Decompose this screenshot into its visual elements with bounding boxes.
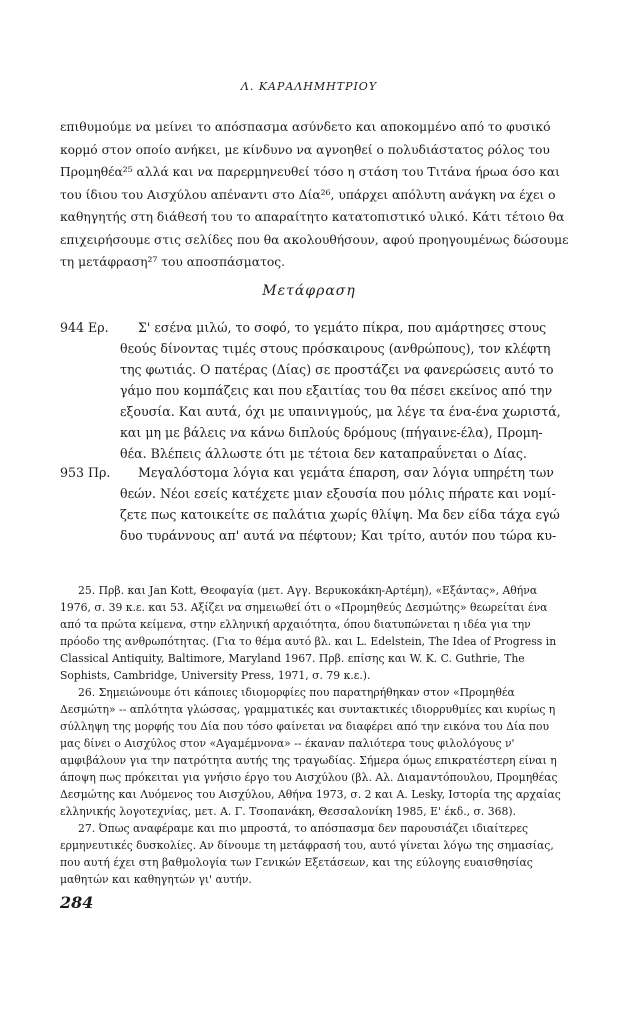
verse-block: [60, 462, 580, 546]
footnote-line: Δεσμώτης και Λυόμενος του Αισχύλου, Αθήνα 1973, σ. 2 και A. Lesky, Ιστορία της αρχαίας: [60, 788, 561, 801]
footnote-line: Classical Antiquity, Baltimore, Maryland 1967. Πρβ. επίσης και W. K. C. Guthrie, The: [60, 652, 525, 665]
footnote-line: 27. Όπως αναφέραμε και πιο μπροστά, το απόσπασμα δεν παρουσιάζει ιδιαίτερες: [78, 822, 529, 835]
intro-line: του ίδιου του Αισχύλου απέναντι στο Δία²⁶, υπάρχει απόλυτη ανάγκη να έχει ο: [60, 187, 556, 202]
footnote-line: σύλληψη της μορφής του Δία που τόσο φαίνεται να διαφέρει από την εικόνα του Δία που: [60, 720, 550, 733]
footnote-line: αμφιβάλουν για την πατρότητα αυτής της τραγωδίας. Σήμερα όμως επικρατέστερη είναι η: [60, 754, 557, 767]
verse-line: γάμο που κομπάζεις και που εξαιτίας του θα πέσει εκείνος από την: [120, 383, 553, 398]
footnote-line: 1976, σ. 39 κ.ε. και 53. Αξίζει να σημειωθεί ότι ο «Προμηθεύς Δεσμώτης» θεωρείται ένα: [60, 601, 548, 614]
page-number: 284: [60, 893, 94, 912]
verse-line: της φωτιάς. Ο πατέρας (Δίας) σε προστάζει να φανερώσεις αυτό το: [120, 362, 554, 377]
running-header: Λ. ΚΑΡΑΛΗΜΗΤΡΙΟΥ: [240, 80, 378, 93]
intro-line: κορμό στον οποίο ανήκει, με κίνδυνο να αγνοηθεί ο πολυδιάστατος ρόλος του: [60, 142, 550, 157]
footnote-line: άποψη πως πρόκειται για γνήσιο έργο του Αισχύλου (βλ. Αλ. Διαμαντόπουλου, Προμηθέας: [60, 771, 558, 784]
verse-line: εξουσία. Και αυτά, όχι με υπαινιγμούς, μα λέγε τα ένα-ένα χωριστά,: [120, 404, 561, 419]
intro-line: επιθυμούμε να μείνει το απόσπασμα ασύνδετο και αποκομμένο από το φυσικό: [60, 120, 551, 134]
footnote-line: ελληνικής λογοτεχνίας, μετ. Α. Γ. Τσοπανάκη, Θεσσαλονίκη 1985, Ε' έκδ., σ. 368).: [60, 805, 517, 818]
section-title: Μετάφραση: [262, 283, 356, 299]
intro-paragraph: [60, 116, 580, 274]
footnote-line: Sophists, Cambridge, University Press, 1971, σ. 79 κ.ε.).: [60, 669, 371, 682]
verse-line: και μη με βάλεις να κάνω διπλούς δρόμους (πήγαινε-έλα), Προμη-: [120, 425, 543, 440]
intro-line: Προμηθέα²⁵ αλλά και να παρερμηνευθεί τόσο η στάση του Τιτάνα ήρωα όσο και: [60, 165, 560, 179]
footnote-line: μαθητών και καθηγητών γι' αυτήν.: [60, 873, 252, 886]
footnote-line: 25. Πρβ. και Jan Kott, Θεοφαγία (μετ. Αγγ. Βερυκοκάκη-Αρτέμη), «Εξάντας», Αθήνα: [78, 584, 538, 597]
footnote: [60, 820, 580, 888]
footnote-line: 26. Σημειώνουμε ότι κάποιες ιδιομορφίες που παρατηρήθηκαν στον «Προμηθέα: [78, 686, 515, 699]
verse-line: θέα. Βλέπεις άλλωστε ότι με τέτοια δεν καταπραΰνεται ο Δίας.: [120, 446, 527, 461]
intro-line: καθηγητής στη διάθεσή του το απαραίτητο κατατοπιστικό υλικό. Κάτι τέτοιο θα: [60, 210, 565, 224]
footnote-line: μας δίνει ο Αισχύλος στον «Αγαμέμνονα» -- έκαναν παλιότερα τους φιλολόγους ν': [60, 737, 515, 750]
verse-block: [60, 317, 580, 464]
verse-line: Μεγαλόστομα λόγια και γεμάτα έπαρση, σαν λόγια υπηρέτη των: [138, 465, 554, 480]
footnote-line: που αυτή έχει στη βαθμολογία των Γενικών Εξετάσεων, και της εύλογης ευαισθησίας: [60, 856, 533, 869]
footnote-line: ερμηνευτικές δυσκολίες. Αν δίνουμε τη μετάφρασή του, αυτό γίνεται λόγω της σημασίας,: [60, 839, 554, 852]
verse-line: θεών. Νέοι εσείς κατέχετε μιαν εξουσία που μόλις πήρατε και νομί-: [120, 486, 556, 501]
footnote-line: από τα πρώτα κείμενα, στην ελληνική αρχαιότητα, όπου διατυπώνεται η ιδέα για την: [60, 618, 531, 631]
footnote-line: πρόοδο της ανθρωπότητας. (Για το θέμα αυτό βλ. και L. Edelstein, The Idea of Progress in: [60, 635, 557, 648]
footnote: [60, 684, 580, 820]
verse-line: Σ' εσένα μιλώ, το σοφό, το γεμάτο πίκρα, που αμάρτησες στους: [138, 320, 547, 335]
footnotes: [60, 582, 580, 888]
intro-line: επιχειρήσουμε στις σελίδες που θα ακολουθήσουν, αφού προηγουμένως δώσουμε: [60, 232, 569, 247]
verse-tag: 944 Ερ.: [60, 320, 109, 335]
verse-line: θεούς δίνοντας τιμές στους πρόσκαιρους (ανθρώπους), τον κλέφτη: [120, 341, 551, 356]
footnote-line: Δεσμώτη» -- απλότητα γλώσσας, γραμματικές και συντακτικές ιδιορρυθμίες και κυρίως η: [60, 703, 556, 716]
footnote: [60, 582, 580, 684]
verse-line: ζετε πως κατοικείτε σε παλάτια χωρίς θλίψη. Μα δεν είδα τάχα εγώ: [120, 507, 560, 522]
intro-line: τη μετάφραση²⁷ του αποσπάσματος.: [60, 255, 286, 269]
verse-line: δυο τυράννους απ' αυτά να πέφτουν; Και τρίτο, αυτόν που τώρα κυ-: [120, 528, 557, 543]
verse-tag: 953 Πρ.: [60, 465, 111, 480]
